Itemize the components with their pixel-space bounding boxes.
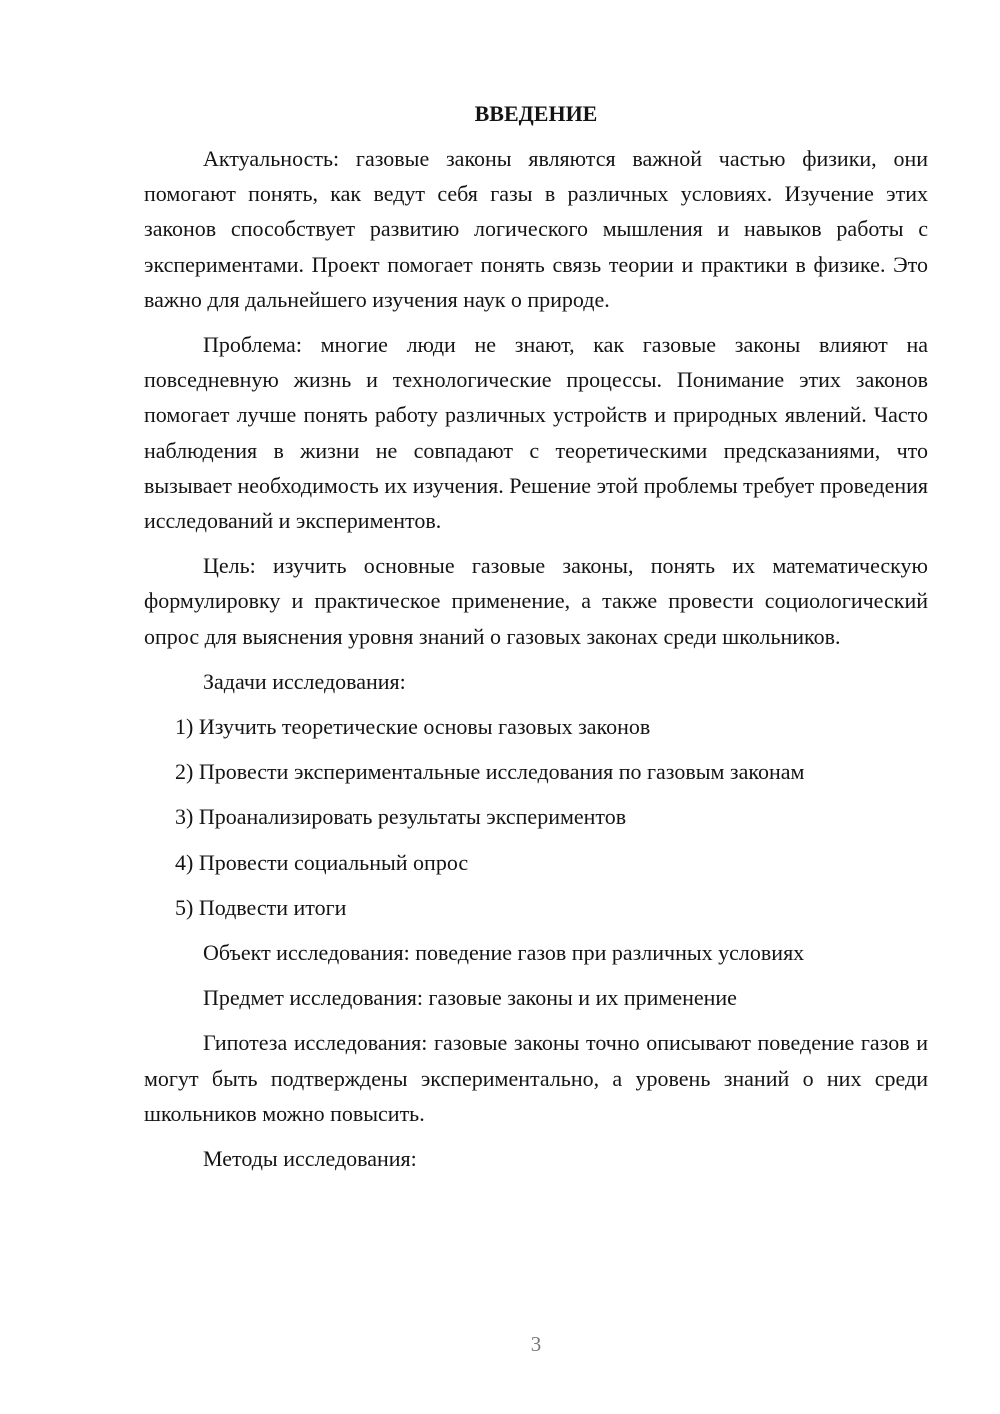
page-title: ВВЕДЕНИЕ [474,101,598,126]
list-item: 1) Изучить теоретические основы газовых законов [175,714,651,740]
list-item: 3) Проанализировать результаты экспериментов [175,804,627,830]
list-item: 5) Подвести итоги [175,894,347,920]
paragraph-goal: Цель: изучить основные газовые законы, понять их математическую формулировку и практическое применение, а также провести социологический опрос для выяснения уровня знаний о газовых законах среди школьников. [144,553,928,649]
research-object: Объект исследования: поведение газов при различных условиях [203,940,805,966]
paragraph-hypothesis: Гипотеза исследования: газовые законы точно описывают поведение газов и могут быть подтверждены экспериментально, а уровень знаний о них среди школьников можно повысить. [144,1030,928,1126]
list-item: 4) Провести социальный опрос [175,849,469,875]
document-page [144,96,928,1186]
methods-heading: Методы исследования: [203,1146,417,1172]
paragraph-relevance: Актуальность: газовые законы являются важной частью физики, они помогают понять, как ведут себя газы в различных условиях. Изучение этих законов способствует развитию логического мышления и навыков работы с экспериментами. Проект помогает понять связь теории и практики в физике. Это важно для дальнейшего изучения наук о природе. [144,146,928,312]
tasks-heading: Задачи исследования: [203,668,406,694]
paragraph-problem: Проблема: многие люди не знают, как газовые законы влияют на повседневную жизнь и технологические процессы. Понимание этих законов помогает лучше понять работу различных устройств и природных явлений. Часто наблюдения в жизни не совпадают с теоретическими предсказаниями, что вызывает необходимость их изучения. Решение этой проблемы требует проведения исследований и экспериментов. [144,332,928,534]
research-subject: Предмет исследования: газовые законы и их применение [203,985,737,1011]
tasks-list [144,709,928,925]
page-number: 3 [530,1332,542,1356]
list-item: 2) Провести экспериментальные исследования по газовым законам [175,759,805,785]
